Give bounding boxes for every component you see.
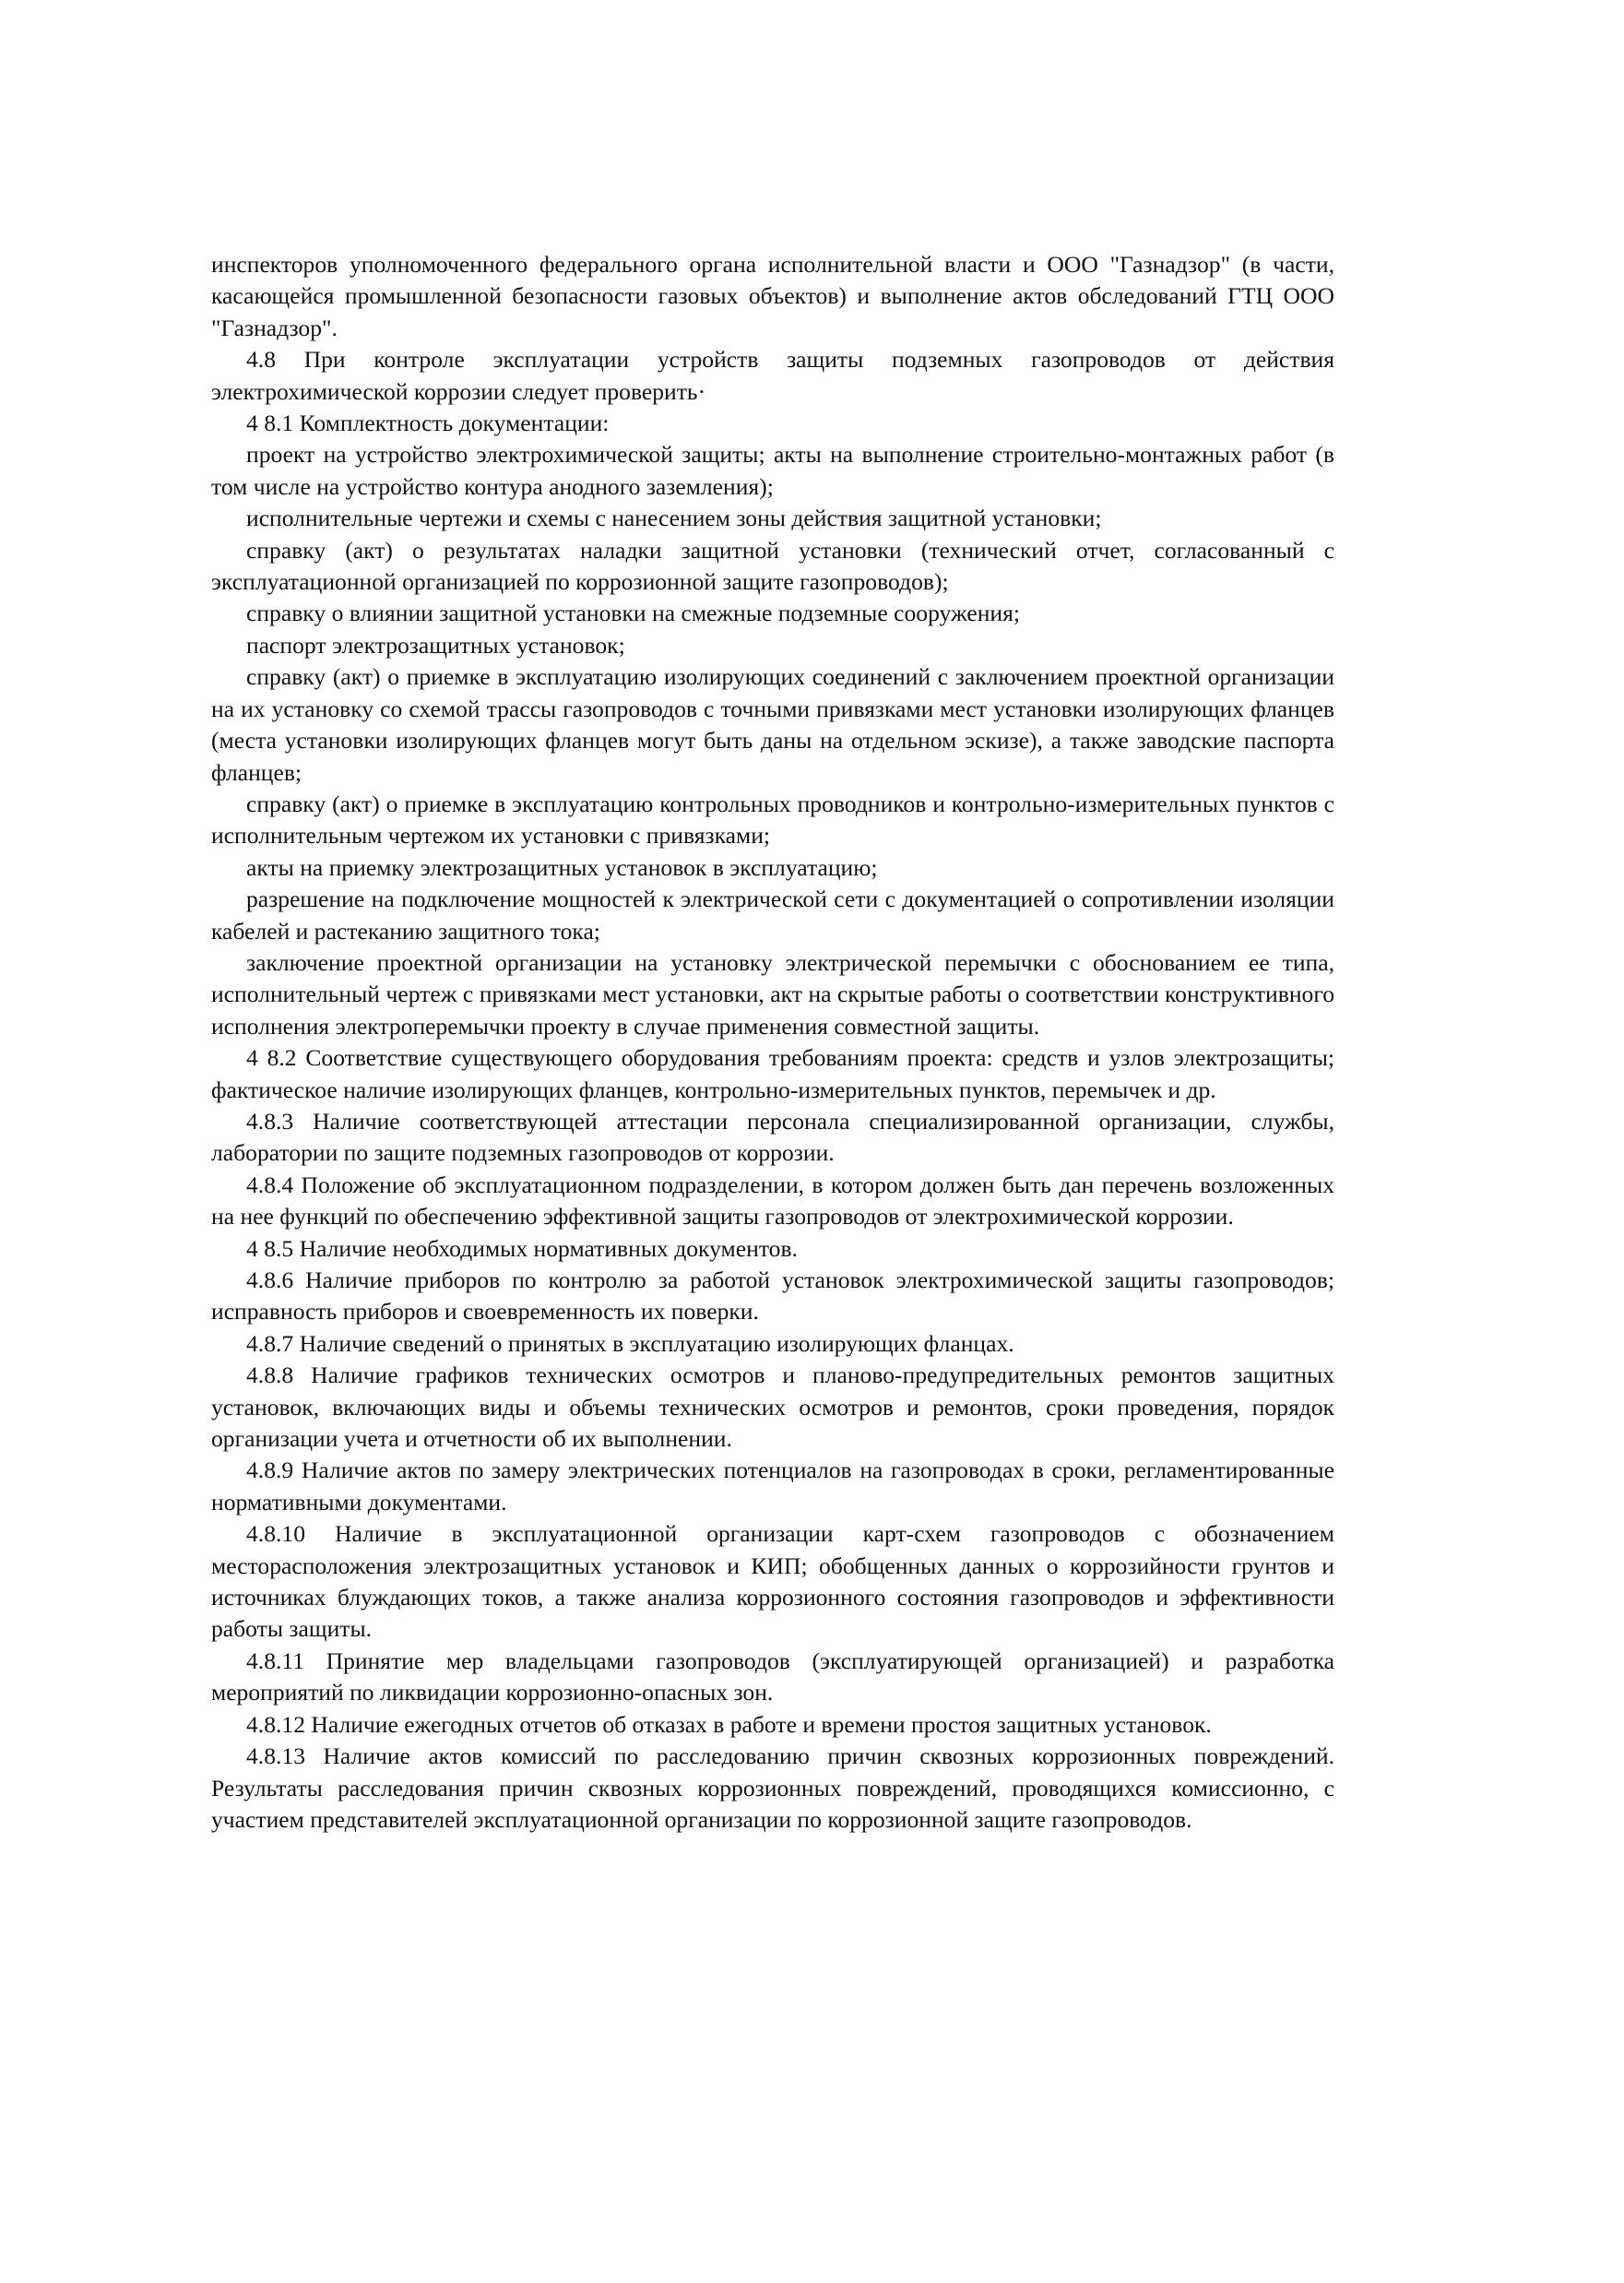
list-item-adjustment-report: справку (акт) о результатах наладки защитной установки (технический отчет, согласованный с эксплуатационной организацией по коррозионной защите газопроводов);: [211, 536, 1334, 596]
paragraph-4-8-13: 4.8.13 Наличие актов комиссий по расследованию причин сквозных коррозионных повреждений. Результаты расследования причин сквозных коррозионных повреждений, проводящихся комиссионно, с участием представителей эксплуатационной организации по коррозионной защите газопроводов.: [211, 1742, 1334, 1833]
paragraph-4-8-10: 4.8.10 Наличие в эксплуатационной организации карт-схем газопроводов с обозначением месторасположения электрозащитных установок и КИП; обобщенных данных о коррозийности грунтов и источниках блуждающих токов, а также анализа коррозионного состояния газопроводов и эффективности работы защиты.: [211, 1520, 1334, 1643]
list-item-influence-report: справку о влиянии защитной установки на смежные подземные сооружения;: [246, 600, 1020, 627]
list-item-insulating-joints: справку (акт) о приемке в эксплуатацию изолирующих соединений с заключением проектной организации на их установку со схемой трассы газопроводов с точными привязками мест установки изолирующих фланцев (места установки изолирующих фланцев могут быть даны на отдельном эскизе), а также заводские паспорта фланцев;: [211, 663, 1334, 786]
paragraph-4-8-3: 4.8.3 Наличие соответствующей аттестации персонала специализированной организации, службы, лаборатории по защите подземных газопроводов от коррозии.: [211, 1107, 1334, 1167]
list-item-jumper-conclusion: заключение проектной организации на установку электрической перемычки с обоснованием ее типа, исполнительный чертеж с привязками мест установки, акт на скрытые работы о соответствии конструктивного исполнения электроперемычки проекту в случае применения совместной защиты.: [211, 948, 1334, 1040]
paragraph-4-8-2: 4 8.2 Соответствие существующего оборудования требованиям проекта: средств и узлов электрозащиты; фактическое наличие изолирующих фланцев, контрольно-измерительных пунктов, перемычек и др.: [211, 1044, 1334, 1103]
list-item-control-conductors: справку (акт) о приемке в эксплуатацию контрольных проводников и контрольно-измерительных пунктов с исполнительным чертежом их установки с привязками;: [211, 790, 1334, 850]
paragraph-4-8-6: 4.8.6 Наличие приборов по контролю за работой установок электрохимической защиты газопроводов; исправность приборов и своевременность их поверки.: [211, 1266, 1334, 1326]
list-item-acceptance-acts: акты на приемку электрозащитных установок в эксплуатацию;: [246, 853, 878, 881]
paragraph-4-8-1: 4 8.1 Комплектность документации:: [246, 410, 610, 437]
paragraph-4-8-11: 4.8.11 Принятие мер владельцами газопроводов (эксплуатирующей организацией) и разработка мероприятий по ликвидации коррозионно-опасных зон.: [211, 1647, 1334, 1706]
list-item-power-permit: разрешение на подключение мощностей к электрической сети с документацией о сопротивлении изоляции кабелей и растеканию защитного тока;: [211, 886, 1334, 945]
paragraph-4-8-7: 4.8.7 Наличие сведений о принятых в эксплуатацию изолирующих фланцах.: [246, 1329, 1014, 1357]
list-item-drawings: исполнительные чертежи и схемы с нанесением зоны действия защитной установки;: [246, 505, 1102, 532]
list-item-project: проект на устройство электрохимической защиты; акты на выполнение строительно-монтажных работ (в том числе на устройство контура анодного заземления);: [211, 441, 1334, 500]
paragraph-continuation: инспекторов уполномоченного федерального органа исполнительной власти и ООО "Газнадзор" (в части, касающейся промышленной безопасности газовых объектов) и выполнение актов обследований ГТЦ ООО "Газнадзор".: [211, 251, 1334, 341]
paragraph-4-8-12: 4.8.12 Наличие ежегодных отчетов об отказах в работе и времени простоя защитных установок.: [246, 1710, 1212, 1738]
paragraph-4-8-5: 4 8.5 Наличие необходимых нормативных документов.: [246, 1234, 798, 1262]
paragraph-4-8-4: 4.8.4 Положение об эксплуатационном подразделении, в котором должен быть дан перечень возложенных на нее функций по обеспечению эффективной защиты газопроводов от электрохимической коррозии.: [211, 1171, 1334, 1231]
document-page: [211, 249, 1334, 1836]
list-item-passport: паспорт электрозащитных установок;: [246, 631, 625, 659]
paragraph-4-8-8: 4.8.8 Наличие графиков технических осмотров и планово-предупредительных ремонтов защитных установок, включающих виды и объемы технических осмотров и ремонтов, сроки проведения, порядок организации учета и отчетности об их выполнении.: [211, 1361, 1334, 1453]
paragraph-4-8-9: 4.8.9 Наличие актов по замеру электрических потенциалов на газопроводах в сроки, регламентированные нормативными документами.: [211, 1457, 1334, 1516]
paragraph-4-8: 4.8 При контроле эксплуатации устройств защиты подземных газопроводов от действия электрохимической коррозии следует проверить·: [211, 346, 1334, 405]
